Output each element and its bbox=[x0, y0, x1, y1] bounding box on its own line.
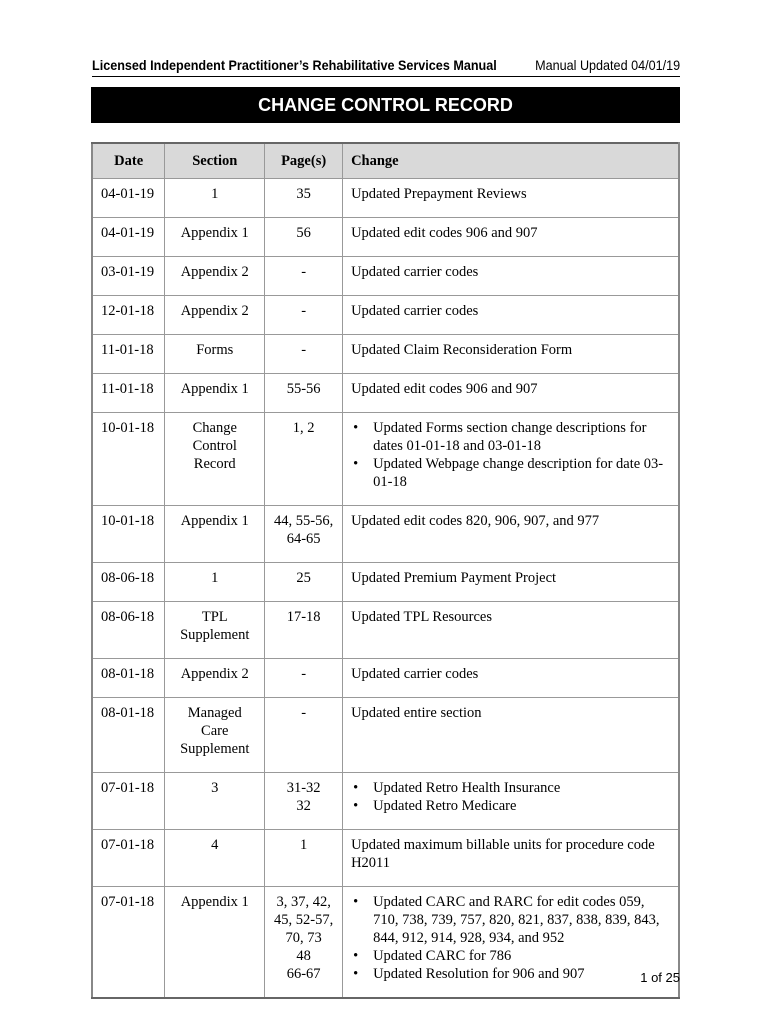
cell-date: 04-01-19 bbox=[92, 218, 165, 257]
cell-section: Appendix 2 bbox=[165, 659, 265, 698]
cell-pages: - bbox=[265, 659, 343, 698]
cell-section: Appendix 1 bbox=[165, 218, 265, 257]
cell-date: 08-06-18 bbox=[92, 563, 165, 602]
table-row bbox=[92, 257, 679, 296]
manual-title: Licensed Independent Practitioner’s Rehabilitative Services Manual bbox=[92, 57, 497, 73]
cell-change: Updated entire section bbox=[343, 698, 679, 773]
cell-change: Updated Claim Reconsideration Form bbox=[343, 335, 679, 374]
table-row bbox=[92, 506, 679, 563]
cell-section: Managed Care Supplement bbox=[165, 698, 265, 773]
change-bullet-item: • Updated Webpage change description for date 03-01-18 bbox=[351, 455, 670, 491]
manual-updated-date: Manual Updated 04/01/19 bbox=[534, 57, 680, 73]
cell-section: Appendix 2 bbox=[165, 257, 265, 296]
change-bullet-item: • Updated Resolution for 906 and 907 bbox=[351, 965, 670, 983]
change-bullet-item: • Updated CARC and RARC for edit codes 059, 710, 738, 739, 757, 820, 821, 837, 838, 839, 843, 844, 912, 914, 928, 934, and 952 bbox=[351, 893, 670, 947]
cell-change: Updated edit codes 906 and 907 bbox=[343, 374, 679, 413]
cell-change: Updated carrier codes bbox=[343, 257, 679, 296]
cell-pages: 3, 37, 42, 45, 52-57, 70, 73 48 66-67 bbox=[265, 887, 343, 999]
column-header-date: Date bbox=[92, 143, 165, 179]
cell-change: Updated maximum billable units for procedure code H2011 bbox=[343, 830, 679, 887]
page-number: 1 of 25 bbox=[640, 970, 680, 985]
cell-change: Updated TPL Resources bbox=[343, 602, 679, 659]
cell-date: 11-01-18 bbox=[92, 335, 165, 374]
cell-pages: 35 bbox=[265, 179, 343, 218]
change-control-record-banner: CHANGE CONTROL RECORD bbox=[91, 87, 680, 123]
cell-section: Appendix 1 bbox=[165, 506, 265, 563]
page-header bbox=[92, 56, 680, 77]
cell-date: 07-01-18 bbox=[92, 830, 165, 887]
change-bullet-item: • Updated Retro Medicare bbox=[351, 797, 670, 815]
cell-section: Appendix 1 bbox=[165, 374, 265, 413]
cell-pages: 25 bbox=[265, 563, 343, 602]
table-row bbox=[92, 773, 679, 830]
cell-change bbox=[343, 773, 679, 830]
cell-change bbox=[343, 413, 679, 506]
cell-date: 10-01-18 bbox=[92, 413, 165, 506]
cell-change: Updated Prepayment Reviews bbox=[343, 179, 679, 218]
table-row bbox=[92, 335, 679, 374]
cell-section: Appendix 2 bbox=[165, 296, 265, 335]
cell-change: Updated edit codes 820, 906, 907, and 977 bbox=[343, 506, 679, 563]
column-header-section: Section bbox=[165, 143, 265, 179]
cell-change: Updated edit codes 906 and 907 bbox=[343, 218, 679, 257]
column-header-change: Change bbox=[343, 143, 679, 179]
table-row bbox=[92, 887, 679, 999]
table-row bbox=[92, 218, 679, 257]
cell-pages: 44, 55-56, 64-65 bbox=[265, 506, 343, 563]
column-header-pages: Page(s) bbox=[265, 143, 343, 179]
cell-change: Updated carrier codes bbox=[343, 296, 679, 335]
cell-pages: - bbox=[265, 698, 343, 773]
cell-section: 4 bbox=[165, 830, 265, 887]
change-bullet-item: • Updated Retro Health Insurance bbox=[351, 779, 670, 797]
table-row bbox=[92, 413, 679, 506]
table-row bbox=[92, 830, 679, 887]
table-row bbox=[92, 179, 679, 218]
cell-pages: 31-32 32 bbox=[265, 773, 343, 830]
cell-date: 08-06-18 bbox=[92, 602, 165, 659]
table-row bbox=[92, 659, 679, 698]
cell-section: Change Control Record bbox=[165, 413, 265, 506]
cell-date: 08-01-18 bbox=[92, 698, 165, 773]
cell-change: Updated Premium Payment Project bbox=[343, 563, 679, 602]
cell-section: 1 bbox=[165, 563, 265, 602]
cell-section: 1 bbox=[165, 179, 265, 218]
cell-pages: 17-18 bbox=[265, 602, 343, 659]
cell-change bbox=[343, 887, 679, 999]
cell-section: Forms bbox=[165, 335, 265, 374]
cell-date: 11-01-18 bbox=[92, 374, 165, 413]
table-body bbox=[92, 179, 679, 999]
table-row bbox=[92, 563, 679, 602]
cell-date: 12-01-18 bbox=[92, 296, 165, 335]
cell-date: 10-01-18 bbox=[92, 506, 165, 563]
table-row bbox=[92, 374, 679, 413]
cell-date: 07-01-18 bbox=[92, 773, 165, 830]
change-bullet-list bbox=[351, 779, 670, 815]
cell-date: 03-01-19 bbox=[92, 257, 165, 296]
table-row bbox=[92, 296, 679, 335]
table-row bbox=[92, 698, 679, 773]
cell-section: TPL Supplement bbox=[165, 602, 265, 659]
change-bullet-list bbox=[351, 419, 670, 491]
change-bullet-item: • Updated CARC for 786 bbox=[351, 947, 670, 965]
change-bullet-list bbox=[351, 893, 670, 983]
cell-pages: 1, 2 bbox=[265, 413, 343, 506]
cell-section: 3 bbox=[165, 773, 265, 830]
table-header-row bbox=[92, 143, 679, 179]
cell-pages: 55-56 bbox=[265, 374, 343, 413]
cell-section: Appendix 1 bbox=[165, 887, 265, 999]
cell-change: Updated carrier codes bbox=[343, 659, 679, 698]
cell-date: 08-01-18 bbox=[92, 659, 165, 698]
cell-pages: 1 bbox=[265, 830, 343, 887]
change-control-table bbox=[91, 142, 680, 999]
cell-pages: - bbox=[265, 257, 343, 296]
table-row bbox=[92, 602, 679, 659]
cell-date: 04-01-19 bbox=[92, 179, 165, 218]
cell-pages: 56 bbox=[265, 218, 343, 257]
cell-date: 07-01-18 bbox=[92, 887, 165, 999]
change-bullet-item: • Updated Forms section change descriptions for dates 01-01-18 and 03-01-18 bbox=[351, 419, 670, 455]
cell-pages: - bbox=[265, 335, 343, 374]
cell-pages: - bbox=[265, 296, 343, 335]
